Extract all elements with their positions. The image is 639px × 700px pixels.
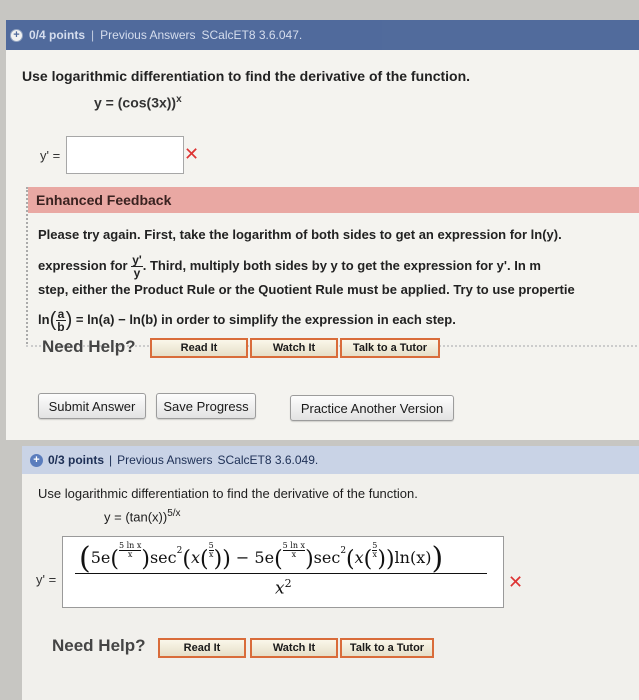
answer-label: y' =	[40, 148, 61, 163]
ln-text: ln	[38, 311, 50, 327]
exponent-denominator: x	[127, 550, 133, 559]
feedback-text: expression for	[38, 257, 128, 273]
answer-denominator	[275, 577, 292, 599]
feedback-title: Enhanced Feedback	[28, 187, 639, 213]
read-it-button[interactable]: Read It	[150, 338, 248, 358]
equation-body: y = (cos(3x))	[94, 94, 177, 111]
answer-numerator: (5e( $\frac{\text{5 ln x}}{x}$ )$\sec^2(x$( $\frac{5}{x}$ )) − 5e( $\frac{\text{5 ln x}}{x}$ )$\sec^2(x$( $\frac{5}{x}$ ))ln(x))	[79, 541, 444, 576]
points-label: 0/3 points	[48, 453, 105, 467]
fraction-y-prime-over-y	[131, 254, 143, 279]
question-instruction: Use logarithmic differentiation to find the derivative of the function.	[38, 486, 418, 501]
fraction-bar	[75, 573, 487, 574]
cross-icon: ✕	[508, 572, 524, 592]
inner-variable: x	[190, 548, 200, 567]
inner-denominator: x	[208, 550, 214, 559]
feedback-text: = ln(a) − ln(b) in order to simplify the expression in each step.	[72, 311, 456, 327]
answer-input[interactable]	[66, 136, 184, 174]
inner-denominator: x	[372, 550, 378, 559]
answer-input[interactable]	[62, 536, 504, 608]
question-equation	[104, 508, 181, 524]
talk-to-tutor-button[interactable]: Talk to a Tutor	[340, 338, 440, 358]
sec-power: 2	[340, 546, 347, 556]
question-1	[6, 20, 639, 440]
term-coefficient: 5e	[90, 548, 111, 567]
plus-circle-icon[interactable]: +	[10, 29, 23, 42]
watch-it-button[interactable]: Watch It	[250, 338, 338, 358]
fraction-numerator: y'	[132, 253, 142, 267]
submit-answer-button[interactable]: Submit Answer	[38, 393, 146, 419]
enhanced-feedback	[26, 187, 639, 347]
points-label: 0/4 points	[29, 28, 86, 42]
exponent-fraction	[119, 542, 141, 559]
previous-answers-link[interactable]: Previous Answers	[117, 453, 213, 467]
exponent-fraction	[283, 542, 305, 559]
need-help-label: Need Help?	[42, 337, 136, 356]
need-help-label: Need Help?	[52, 636, 146, 655]
question-2	[22, 446, 639, 700]
header-separator: |	[91, 28, 95, 42]
feedback-line-3: step, either the Product Rule or the Quotient Rule must be applied. Try to use propertie	[38, 282, 575, 297]
read-it-button[interactable]: Read It	[158, 638, 246, 658]
answer-label: y' =	[36, 572, 57, 587]
cross-icon: ✕	[184, 144, 200, 164]
watch-it-button[interactable]: Watch It	[250, 638, 338, 658]
inner-numerator: 5	[208, 541, 214, 550]
question-2-header	[22, 446, 639, 474]
header-separator: |	[109, 453, 113, 467]
fraction-numerator: a	[57, 307, 65, 321]
equation-exponent: 5/x	[167, 508, 181, 519]
denominator-power: 2	[284, 577, 292, 590]
equation-exponent: x	[176, 94, 182, 105]
inner-numerator: 5	[372, 541, 378, 550]
practice-another-version-button[interactable]: Practice Another Version	[290, 395, 454, 421]
feedback-line-2	[38, 254, 541, 279]
fraction-a-over-b	[56, 308, 65, 333]
denominator-variable: x	[275, 578, 285, 599]
question-instruction: Use logarithmic differentiation to find the derivative of the function.	[22, 68, 471, 84]
plus-circle-icon[interactable]: +	[30, 454, 43, 467]
ln-term: ln(x)	[394, 548, 432, 567]
fraction-denominator: b	[57, 320, 65, 334]
minus-sign: −	[235, 548, 250, 567]
sec-function: sec	[313, 548, 341, 567]
question-code: SCalcET8 3.6.047.	[201, 28, 303, 42]
exponent-denominator: x	[291, 550, 297, 559]
feedback-line-1: Please try again. First, take the logarithm of both sides to get an expression for ln(y).	[38, 227, 562, 242]
inner-variable: x	[354, 548, 364, 567]
question-code: SCalcET8 3.6.049.	[217, 453, 319, 467]
equation-body: y = (tan(x))	[104, 509, 168, 525]
sec-power: 2	[176, 546, 183, 556]
previous-answers-link[interactable]: Previous Answers	[100, 28, 196, 42]
exponent-numerator: 5 ln x	[282, 541, 306, 550]
question-equation	[94, 94, 182, 111]
exponent-numerator: 5 ln x	[118, 541, 142, 550]
fraction-denominator: y	[133, 266, 141, 280]
question-1-header	[6, 20, 639, 50]
save-progress-button[interactable]: Save Progress	[156, 393, 256, 419]
term-coefficient: 5e	[254, 548, 275, 567]
talk-to-tutor-button[interactable]: Talk to a Tutor	[340, 638, 434, 658]
sec-function: sec	[149, 548, 177, 567]
feedback-text: . Third, multiply both sides by y to get the expression for y'. In m	[142, 257, 541, 273]
feedback-line-4: ln( $\frac{a}{b}$ ) = ln(a) − ln(b) in order to simplify the expression in each step.	[38, 307, 456, 334]
